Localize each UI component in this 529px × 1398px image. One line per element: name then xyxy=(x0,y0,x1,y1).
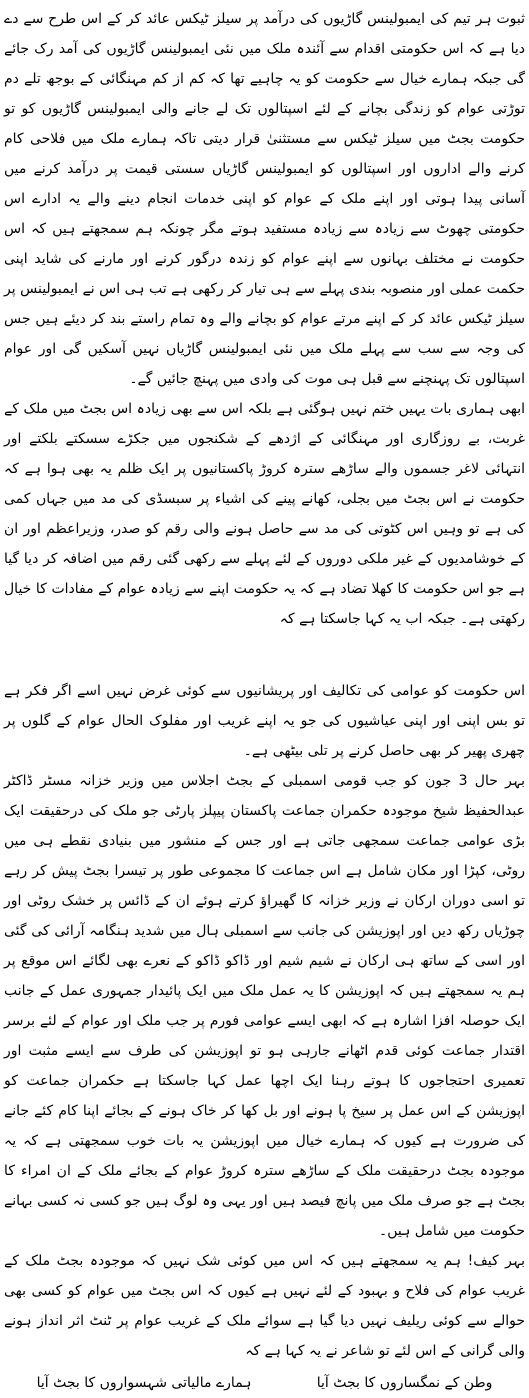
paragraph-budget-session: بہر حال 3 جون کو جب قومی اسمبلی کے بجٹ اجلاس میں وزیر خزانہ مسٹر ڈاکٹر عبدالحفیظ شیخ موجودہ حکمران جماعت پاکستان پیپلز پارٹی جو ملک کی درحقیقت ایک بڑی عوامی جماعت سمجھی جاتی ہے اور جس کے منشور میں بنیادی نقطے ہی میں روٹی، کپڑا اور مکان شامل ہے اس جماعت کا مجموعی طور پر تیسرا بجٹ پیش کر رہے تو اسی دوران ارکان نے وزیر خزانہ کا گھیراؤ کرتے ہوئے ان کے ڈائس پر خشک روٹی اور چوڑیاں رکھ دیں اور اپوزیشن کی جانب سے اسمبلی ہال میں شدید ہنگامہ آرائی کی گئی اور اسی کے ساتھ ہی ارکان نے شیم شیم اور ڈاکو ڈاکو کے نعرے بھی لگائے اس موقع پر ہم یہ سمجھتے ہیں کہ اپوزیشن کا یہ عمل ملک میں ایک پائیدار جمہوری عمل کے جانب ایک حوصلہ افزا اشارہ ہے کہ ابھی ایسے عوامی فورم پر جب ملک اور عوام کے لئے برسر اقتدار جماعت کوئی قدم اٹھانے جارہی ہو تو اپوزیشن کی طرف سے ایسے مثبت اور تعمیری احتجاجوں کا ہوتے رہنا ایک اچھا عمل کہا جاسکتا ہے حکمران جماعت کو اپوزیشن کے اس عمل پر سیخ پا ہونے اور بل کھا کر خاک ہونے کے بجائے اپنا کام کئے جانے کی ضرورت ہے کیوں کہ ہمارے خیال میں اپوزیشن یہ بات خوب سمجھتی ہے کہ یہ موجودہ بجٹ درحقیقت ملک کے ساڑھے سترہ کروڑ عوام کے بجائے ملک کے ان امراء کا بجٹ ہے جو صرف ملک میں پانچ فیصد ہیں اور یہی وہ لوگ ہیں جو کسی نہ کسی بہانے حکومت میں شامل ہیں۔ xyxy=(4,773,525,1239)
paragraph-government-indifference: اس حکومت کو عوامی کی تکالیف اور پریشانیوں سے کوئی غرض نہیں اسے اگر فکر ہے تو بس اپنی اور اپنی عیاشیوں کی جو یہ اپنے غریب اور مفلوک الحال عوام کے گلوں پر چھری پھیر کر بھی حاصل کرنے پر تلی بیٹھی ہے۔ xyxy=(4,683,525,759)
poem-line-right: وطن کے نمگساروں کا بجٹ آیا xyxy=(316,1375,493,1391)
article-page xyxy=(4,4,526,1391)
poem-line-left: ہمارے مالیاتی شہسواروں کا بجٹ آیا xyxy=(36,1375,252,1391)
paragraph-conclusion: بہر کیف! ہم یہ سمجھتے ہیں کہ اس میں کوئی شک نہیں کہ موجودہ بجٹ ملک کے غریب عوام کی فلاح و بہبود کے لئے نہیں ہے کیوں کہ اس بجٹ میں عوام کو کسی بھی حوالے سے کوئی ریلیف نہیں دیا گیا ہے سوائے ملک کے غریب عوام پر ٹنٹ اثر انداز ہونے والی گرانی کے اس لئے تو شاعر نے یہ کہا ہے کہ xyxy=(4,1253,525,1359)
poem-couplet xyxy=(4,1368,525,1398)
paragraph-subsidy-cut: ابھی ہماری بات یہیں ختم نہیں ہوگئی ہے بلکہ اس سے بھی زیادہ اس بجٹ میں ملک کے غربت، بے روزگاری اور مہنگائی کے اژدھے کے شکنجوں میں جکڑے سسکتے بلکتے اور انتہائی لاغر جسموں والے ساڑھے سترہ کروڑ پاکستانیوں پر ایک ظلم یہ بھی ہوا ہے کہ حکومت نے اس بجٹ میں بجلی، کھانے پینے کی اشیاء پر سبسڈی کی مد میں جہاں کمی کی ہے تو وہیں اس کٹوتی کی مد سے حاصل ہونے والی رقم کو صدر، وزیراعظم اور ان کے خوشامدیوں کے غیر ملکی دوروں کے لئے پہلے سے رکھی گئی رقم میں اضافہ کر دیا گیا ہے جو اس حکومت کا کھلا تضاد ہے کہ یہ حکومت اپنے سے زیادہ عوام کے مفادات کا خیال رکھتی ہے۔ جبکہ اب یہ کہا جاسکتا ہے کہ xyxy=(4,401,526,627)
paragraph-gap xyxy=(4,634,525,676)
paragraph-ambulance-tax: ثبوت ہر تیم کی ایمبولینس گاڑیوں کی درآمد پر سیلز ٹیکس عائد کر کے اس طرح سے دے دیا ہے کہ اس حکومتی اقدام سے آئندہ ملک میں نئی ایمبولینس گاڑیوں کی آمد رک جائے گی جبکہ ہمارے خیال سے حکومت کو یہ چاہیے تھا کہ کم از کم مہنگائی کے بوجھ تلے دم توڑتی عوام کو زندگی بچانے کے لئے اسپتالوں تک لے جانے والی ایمبولینس گاڑیوں کو تو حکومت بجٹ میں سیلز ٹیکس سے مستثنیٰ قرار دیتی تاکہ ہمارے ملک میں فلاحی کام کرنے والے اداروں اور اسپتالوں کو ایمبولینس گاڑیاں سستی قیمت پر درآمد کرنے میں آسانی پیدا ہوتی اور اپنے ملک کے عوام کو اپنی خدمات انجام دینے والے یہ ادارے اس حکومتی چھوٹ سے زیادہ سے زیادہ مستفید ہوتے مگر چونکہ ہم سمجھتے ہیں کہ اس حکومت نے مختلف بہانوں سے اپنے عوام کو زندہ درگور کرنے اور مارنے کی شاید اپنی حکمت عملی اور منصوبہ بندی پہلے سے ہی تیار کر رکھی ہے تب ہی اس نے ایمبولینس پر سیلز ٹیکس عائد کر کے اپنے مرتے عوام کو بچانے والے وہ تمام راستے بند کر دیئے ہیں جس کی وجہ سے سب سے پہلے ملک میں نئی ایمبولینس گاڑیاں نہیں آسکیں گی اور عوام اسپتالوں تک پہنچنے سے قبل ہی موت کی وادی میں پہنچ جائیں گے۔ xyxy=(4,11,525,387)
